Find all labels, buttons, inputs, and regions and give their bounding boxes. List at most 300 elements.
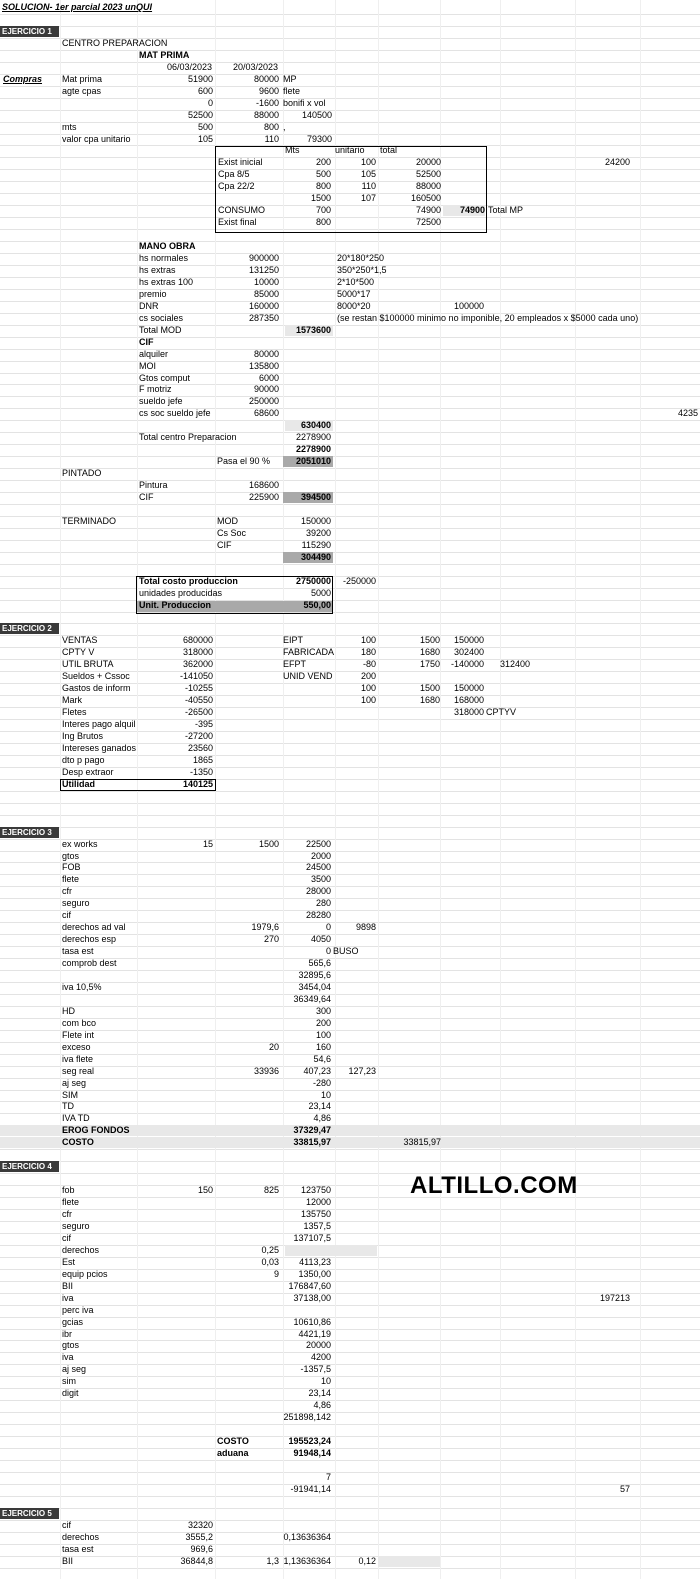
- cell: 9898: [355, 922, 376, 932]
- grid-line: [0, 1101, 700, 1102]
- formula-note: 20*180*250: [337, 253, 385, 263]
- grid-line: [0, 1340, 700, 1341]
- grid-line: [0, 1329, 700, 1330]
- cell: 0,03: [261, 1257, 279, 1267]
- grid-line: [0, 1305, 700, 1306]
- cell: Flete int: [62, 1030, 95, 1040]
- cell: -10255: [184, 683, 213, 693]
- grid-line: [0, 1544, 700, 1545]
- cell: 2278900: [295, 444, 331, 454]
- cell: 28280: [305, 910, 331, 920]
- cell: 150000: [453, 683, 484, 693]
- cell: COSTO: [217, 1436, 249, 1446]
- grid-line: [0, 994, 700, 995]
- cell: 9600: [258, 86, 279, 96]
- grid-line: [0, 1257, 700, 1258]
- cell: -80: [362, 659, 376, 669]
- row-label: Mat prima: [62, 74, 103, 84]
- cell: 150000: [300, 516, 331, 526]
- grid-line: [0, 444, 700, 445]
- cell: digit: [62, 1388, 79, 1398]
- grid-line: [0, 791, 700, 792]
- cell: Gtos comput: [139, 373, 191, 383]
- cell: 22500: [305, 839, 331, 849]
- highlight-row: [0, 1137, 700, 1148]
- grid-line: [0, 408, 700, 409]
- grid-line: [0, 384, 700, 385]
- cell: Pintura: [139, 480, 168, 490]
- grid-line: [0, 504, 700, 505]
- cell: TD: [62, 1101, 74, 1111]
- grid-line: [0, 982, 700, 983]
- cell: 37329,47: [293, 1125, 331, 1135]
- cell: MOD: [217, 516, 238, 526]
- cell: BII: [62, 1556, 74, 1566]
- grid-line: [0, 1460, 700, 1461]
- cell: 4050: [310, 934, 331, 944]
- cell: iva flete: [62, 1054, 94, 1064]
- cell: 4421,19: [298, 1329, 331, 1339]
- cell: 1357,5: [303, 1221, 331, 1231]
- grid-line: [0, 110, 700, 111]
- cell: 630400: [300, 420, 331, 430]
- cell: 100: [360, 683, 376, 693]
- grid-line: [0, 98, 700, 99]
- grid-line: [0, 325, 700, 326]
- formula-note: (se restan $100000 minimo no imponible, 20 empleados x $5000 cada uno): [337, 313, 639, 323]
- grid-line: [0, 910, 700, 911]
- cell: 80000: [253, 74, 279, 84]
- cell: 200: [315, 1018, 331, 1028]
- cell: 20000: [305, 1340, 331, 1350]
- cell: 7: [325, 1472, 331, 1482]
- cell: -40550: [184, 695, 213, 705]
- cell: sueldo jefe: [139, 396, 183, 406]
- cell: Intereses ganados: [62, 743, 137, 753]
- cell: Total costo produccion: [139, 576, 238, 586]
- row-note: flete: [283, 86, 301, 96]
- cell: 150000: [453, 635, 484, 645]
- cell: comprob dest: [62, 958, 117, 968]
- grid-line: [0, 86, 700, 87]
- formula-note: 5000*17: [337, 289, 371, 299]
- grid-line: [0, 1197, 700, 1198]
- grid-line: [0, 851, 700, 852]
- cell: 12000: [305, 1197, 331, 1207]
- cell: 100000: [453, 301, 484, 311]
- row-label: agte cpas: [62, 86, 102, 96]
- cell: 33815,97: [293, 1137, 331, 1147]
- cell: UNID VEND: [283, 671, 333, 681]
- grid-line: [0, 898, 700, 899]
- grid-line: [0, 50, 700, 51]
- cell: FOB: [62, 862, 81, 872]
- grid-line: [0, 803, 700, 804]
- cell: BUSO: [333, 946, 359, 956]
- altillo-watermark: ALTILLO.COM: [410, 1172, 578, 1199]
- grid-line: [0, 1412, 700, 1413]
- grid-line: [0, 1054, 700, 1055]
- cell: 0,12: [358, 1556, 376, 1566]
- cell: tasa est: [62, 946, 94, 956]
- exercise-header: EJERCICIO 3: [0, 827, 59, 838]
- grid-line: [0, 1113, 700, 1114]
- cell: 565,6: [308, 958, 331, 968]
- cell: 39200: [305, 528, 331, 538]
- cell: DNR: [139, 301, 159, 311]
- cell: 150: [197, 1185, 213, 1195]
- cell: derechos: [62, 1245, 100, 1255]
- cell: 140500: [301, 110, 332, 120]
- cell: Mark: [62, 695, 82, 705]
- cell: 160500: [410, 193, 441, 203]
- cell: 1573600: [295, 325, 331, 335]
- grid-line: [0, 1006, 700, 1007]
- cell: derechos: [62, 1532, 100, 1542]
- grid-line: [0, 827, 700, 828]
- grid-line: [0, 337, 700, 338]
- cell: 20000: [415, 157, 441, 167]
- grid-line: [0, 1030, 700, 1031]
- cell: Desp extraor: [62, 767, 114, 777]
- cell: derechos ad val: [62, 922, 126, 932]
- cell: com bco: [62, 1018, 97, 1028]
- cell: 36349,64: [293, 994, 331, 1004]
- cell: 197213: [599, 1293, 630, 1303]
- cell: 270: [263, 934, 279, 944]
- cell: 280: [315, 898, 331, 908]
- cell: COSTO: [62, 1137, 94, 1147]
- cell: EIPT: [283, 635, 304, 645]
- grid-line: [0, 1532, 700, 1533]
- cell: seg real: [62, 1066, 95, 1076]
- exercise-header: EJERCICIO 1: [0, 26, 59, 37]
- cell: 969,6: [190, 1544, 213, 1554]
- cell: 302400: [453, 647, 484, 657]
- cell: -91941,14: [290, 1484, 331, 1494]
- cell: 80000: [253, 349, 279, 359]
- cell: aduana: [217, 1448, 249, 1458]
- cell: 110: [264, 134, 279, 144]
- grid-line: [0, 14, 700, 15]
- cell: 1500: [258, 839, 279, 849]
- cell: 24200: [604, 157, 630, 167]
- cell: 304490: [300, 552, 331, 562]
- section-label: TERMINADO: [62, 516, 116, 526]
- cell: 23,14: [308, 1388, 331, 1398]
- cell: premio: [139, 289, 167, 299]
- cell: 90000: [253, 384, 279, 394]
- cell: 1,3: [266, 1556, 279, 1566]
- cell: -1600: [255, 98, 279, 108]
- grid-line: [0, 1042, 700, 1043]
- cell: exceso: [62, 1042, 91, 1052]
- cell: -141050: [179, 671, 213, 681]
- cell: 28000: [305, 886, 331, 896]
- grid-line: [0, 1018, 700, 1019]
- cell: 123750: [300, 1185, 331, 1195]
- cell: perc iva: [62, 1305, 94, 1315]
- grid-line: [0, 874, 700, 875]
- cell: 4235: [677, 408, 698, 418]
- cell: 110: [361, 181, 376, 191]
- cell: VENTAS: [62, 635, 98, 645]
- cell: 1979,6: [251, 922, 279, 932]
- grid-column-line: [500, 0, 501, 1579]
- row-note: bonifi x vol: [283, 98, 326, 108]
- cell: 700: [315, 205, 331, 215]
- compras-label: Compras: [3, 74, 43, 84]
- cell: 300: [315, 1006, 331, 1016]
- cell: BII: [62, 1281, 74, 1291]
- grid-line: [0, 815, 700, 816]
- row-label: mts: [62, 122, 77, 132]
- grid-line: [0, 1317, 700, 1318]
- cell: 0,13636364: [283, 1532, 331, 1542]
- cell: 4113,23: [299, 1257, 331, 1267]
- cell: 20: [268, 1042, 279, 1052]
- grid-column-line: [640, 0, 641, 1579]
- cell: 0: [325, 922, 331, 932]
- cell: CIF: [139, 492, 154, 502]
- grid-line: [0, 122, 700, 123]
- cell: 550,00: [303, 600, 331, 610]
- cell: 407,23: [303, 1066, 331, 1076]
- grid-line: [0, 707, 700, 708]
- cell: 195523,24: [288, 1436, 331, 1446]
- cell: gtos: [62, 1340, 80, 1350]
- grid-line: [0, 540, 700, 541]
- cell: -26500: [184, 707, 213, 717]
- cell: 3500: [310, 874, 331, 884]
- grid-line: [0, 492, 700, 493]
- cell: 54,6: [313, 1054, 331, 1064]
- cell: 79300: [306, 134, 332, 144]
- grid-line: [0, 755, 700, 756]
- section-label: MANO OBRA: [139, 241, 196, 251]
- grid-line: [0, 349, 700, 350]
- cell: IVA TD: [62, 1113, 90, 1123]
- grid-line: [0, 241, 700, 242]
- cell: gtos: [62, 851, 80, 861]
- cell: 100: [360, 695, 376, 705]
- cell: 10610,86: [293, 1317, 331, 1327]
- cell: fob: [62, 1185, 75, 1195]
- grid-line: [0, 1496, 700, 1497]
- grid-line: [0, 1436, 700, 1437]
- cell: 36844,8: [180, 1556, 213, 1566]
- cell: 74900: [459, 205, 485, 215]
- cell: gcias: [62, 1317, 84, 1327]
- cell: -1357,5: [300, 1364, 331, 1374]
- cell: 2051010: [295, 456, 331, 466]
- cell: MOI: [139, 361, 156, 371]
- cell: 4200: [310, 1352, 331, 1362]
- cell: 1865: [192, 755, 213, 765]
- grid-line: [0, 1352, 700, 1353]
- cell: 4,86: [313, 1113, 331, 1123]
- cell: 52500: [415, 169, 441, 179]
- exercise-header: EJERCICIO 2: [0, 623, 59, 634]
- cell: 140125: [182, 779, 213, 789]
- cell: 100: [315, 1030, 331, 1040]
- cell: HD: [62, 1006, 75, 1016]
- cell: cif: [62, 910, 71, 920]
- cell: 600: [197, 86, 213, 96]
- cell: hs normales: [139, 253, 189, 263]
- cell: -395: [194, 719, 213, 729]
- cell: seguro: [62, 898, 90, 908]
- cell: flete: [62, 874, 80, 884]
- cell: 85000: [253, 289, 279, 299]
- cell: sim: [62, 1376, 76, 1386]
- cell: CPTYV: [486, 707, 517, 717]
- cell: 680000: [182, 635, 213, 645]
- cell: 318000: [453, 707, 484, 717]
- cell: 100: [360, 157, 376, 167]
- cell: 168600: [248, 480, 279, 490]
- cell: 1500: [310, 193, 331, 203]
- grid-line: [0, 528, 700, 529]
- grid-line: [0, 886, 700, 887]
- cell: 362000: [182, 659, 213, 669]
- grid-line: [0, 1520, 700, 1521]
- cell: Total centro Preparacion: [139, 432, 237, 442]
- cell: unitario: [335, 145, 365, 155]
- cell: 72500: [415, 217, 441, 227]
- grid-line: [0, 1364, 700, 1365]
- grid-line: [0, 1400, 700, 1401]
- cell: Total MP: [488, 205, 524, 215]
- cell: cfr: [62, 886, 72, 896]
- grid-line: [0, 373, 700, 374]
- inventory-label: Exist final: [218, 217, 257, 227]
- cell: Fletes: [62, 707, 87, 717]
- cell: 500: [315, 169, 331, 179]
- cell: 6000: [258, 373, 279, 383]
- cell: 88000: [415, 181, 441, 191]
- cell: 3555,2: [185, 1532, 213, 1542]
- cell: 4,86: [313, 1400, 331, 1410]
- cell: Est: [62, 1257, 76, 1267]
- cell: Mts: [285, 145, 300, 155]
- cell: iva: [62, 1352, 74, 1362]
- grid-line: [0, 552, 700, 553]
- cell: -140000: [450, 659, 484, 669]
- row-label: valor cpa unitario: [62, 134, 131, 144]
- grid-column-line: [575, 0, 576, 1579]
- grid-line: [0, 612, 700, 613]
- exercise-header: EJERCICIO 4: [0, 1161, 59, 1172]
- cell: 115290: [301, 540, 331, 550]
- grid-line: [0, 62, 700, 63]
- cell: 68600: [253, 408, 279, 418]
- cell: 318000: [182, 647, 213, 657]
- highlight-cell: [285, 1245, 377, 1256]
- cell: UTIL BRUTA: [62, 659, 114, 669]
- cell: 15: [202, 839, 213, 849]
- cell: CPTY V: [62, 647, 95, 657]
- grid-line: [0, 1185, 700, 1186]
- grid-line: [0, 1173, 700, 1174]
- grid-line: [0, 1078, 700, 1079]
- cell: 1750: [419, 659, 440, 669]
- cell: hs extras 100: [139, 277, 194, 287]
- cell: 3454,04: [298, 982, 331, 992]
- grid-line: [0, 1424, 700, 1425]
- grid-line: [0, 1508, 700, 1509]
- cell: iva: [62, 1293, 74, 1303]
- cell: 168000: [453, 695, 484, 705]
- grid-column-line: [335, 0, 336, 1579]
- grid-line: [0, 564, 700, 565]
- cell: 1680: [419, 647, 440, 657]
- cell: 51900: [187, 74, 213, 84]
- cell: seguro: [62, 1221, 90, 1231]
- cell: 500: [197, 122, 213, 132]
- grid-line: [0, 1221, 700, 1222]
- grid-line: [0, 1448, 700, 1449]
- cell: cs soc sueldo jefe: [139, 408, 211, 418]
- exercise-header: EJERCICIO 5: [0, 1508, 59, 1519]
- grid-line: [0, 731, 700, 732]
- cell: 105: [360, 169, 376, 179]
- cell: Interes pago alquil: [62, 719, 136, 729]
- formula-note: 2*10*500: [337, 277, 375, 287]
- grid-line: [0, 1233, 700, 1234]
- cell: 5000: [310, 588, 331, 598]
- grid-line: [0, 456, 700, 457]
- cell: -27200: [184, 731, 213, 741]
- cell: EFPT: [283, 659, 307, 669]
- cell: 135800: [248, 361, 279, 371]
- grid-line: [0, 468, 700, 469]
- cell: 131250: [248, 265, 279, 275]
- cell: unidades producidas: [139, 588, 223, 598]
- grid-column-line: [440, 0, 441, 1579]
- cell: 10: [320, 1090, 331, 1100]
- cell: 160: [315, 1042, 331, 1052]
- inventory-label: Cpa 22/2: [218, 181, 255, 191]
- grid-line: [0, 396, 700, 397]
- grid-line: [0, 970, 700, 971]
- cell: EROG FONDOS: [62, 1125, 130, 1135]
- cell: 800: [315, 217, 331, 227]
- cell: 1350,00: [298, 1269, 331, 1279]
- cell: cif: [62, 1520, 71, 1530]
- cell: 0: [325, 946, 331, 956]
- cell: tasa est: [62, 1544, 94, 1554]
- cell: total: [380, 145, 398, 155]
- cell: Utilidad: [62, 779, 95, 789]
- cell: 250000: [248, 396, 279, 406]
- grid-line: [0, 1149, 700, 1150]
- cell: 251898,142: [283, 1412, 331, 1422]
- cell: 160000: [248, 301, 279, 311]
- cell: 135750: [300, 1209, 331, 1219]
- cell: 37138,00: [293, 1293, 331, 1303]
- cell: 225900: [248, 492, 279, 502]
- cell: 74900: [415, 205, 441, 215]
- cell: 2278900: [295, 432, 331, 442]
- cell: 800: [315, 181, 331, 191]
- cell: 105: [197, 134, 213, 144]
- cell: alquiler: [139, 349, 169, 359]
- cell: 2750000: [295, 576, 331, 586]
- cell: cs sociales: [139, 313, 184, 323]
- cell: 33936: [253, 1066, 279, 1076]
- cell: 1500: [419, 635, 440, 645]
